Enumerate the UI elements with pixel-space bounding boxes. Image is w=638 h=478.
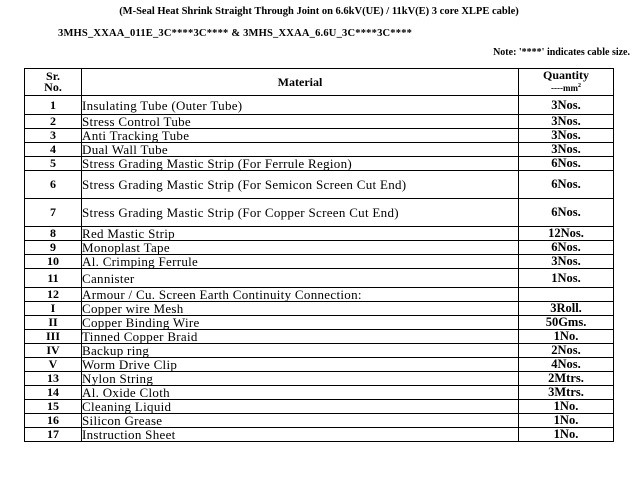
- table-row: [25, 143, 614, 157]
- sr-no-cell: 16: [25, 414, 82, 428]
- material-cell: Cannister: [82, 269, 519, 288]
- quantity-cell: 50Gms.: [519, 316, 614, 330]
- material-cell: Worm Drive Clip: [82, 358, 519, 372]
- table-row: [25, 330, 614, 344]
- material-cell: Copper wire Mesh: [82, 302, 519, 316]
- table-row: [25, 428, 614, 442]
- material-cell: Monoplast Tape: [82, 241, 519, 255]
- sr-no-cell: 4: [25, 143, 82, 157]
- table-row: [25, 358, 614, 372]
- sr-no-cell: 2: [25, 115, 82, 129]
- quantity-cell: 6Nos.: [519, 241, 614, 255]
- quantity-header: [519, 69, 614, 96]
- table-row: [25, 255, 614, 269]
- quantity-cell: 1No.: [519, 414, 614, 428]
- material-cell: Armour / Cu. Screen Earth Continuity Connection:: [82, 288, 519, 302]
- table-row: [25, 372, 614, 386]
- table-row: [25, 227, 614, 241]
- sr-no-cell: 9: [25, 241, 82, 255]
- table-row: [25, 344, 614, 358]
- material-cell: Instruction Sheet: [82, 428, 519, 442]
- table-row: [25, 96, 614, 115]
- quantity-cell: 4Nos.: [519, 358, 614, 372]
- material-cell: Dual Wall Tube: [82, 143, 519, 157]
- sr-no-cell: 14: [25, 386, 82, 400]
- sr-no-cell: II: [25, 316, 82, 330]
- material-cell: Al. Crimping Ferrule: [82, 255, 519, 269]
- quantity-cell: 3Nos.: [519, 129, 614, 143]
- table-row: [25, 171, 614, 199]
- table-row: [25, 129, 614, 143]
- kit-codes: 3MHS_XXAA_011E_3C****3C**** & 3MHS_XXAA_6.6U_3C****3C****: [58, 28, 413, 39]
- table-row: [25, 302, 614, 316]
- unit-superscript: 2: [577, 83, 581, 89]
- material-cell: Red Mastic Strip: [82, 227, 519, 241]
- table-header-row: [25, 69, 614, 96]
- quantity-cell: 3Nos.: [519, 255, 614, 269]
- size-note: Note: '****' indicates cable size.: [493, 47, 630, 58]
- sr-no-cell: I: [25, 302, 82, 316]
- quantity-cell: 1No.: [519, 330, 614, 344]
- sr-no-cell: 7: [25, 199, 82, 227]
- table-row: [25, 199, 614, 227]
- quantity-cell: 1Nos.: [519, 269, 614, 288]
- table-row: [25, 316, 614, 330]
- table-row: [25, 386, 614, 400]
- sr-no-cell: 11: [25, 269, 82, 288]
- material-header: Material: [82, 69, 519, 96]
- table-row: [25, 269, 614, 288]
- quantity-cell: 1No.: [519, 428, 614, 442]
- quantity-cell: 3Mtrs.: [519, 386, 614, 400]
- material-cell: Copper Binding Wire: [82, 316, 519, 330]
- material-cell: Insulating Tube (Outer Tube): [82, 96, 519, 115]
- table-row: [25, 115, 614, 129]
- table-row: [25, 400, 614, 414]
- sr-no-cell: V: [25, 358, 82, 372]
- sr-no-cell: 3: [25, 129, 82, 143]
- material-cell: Nylon String: [82, 372, 519, 386]
- sr-no-header: [25, 69, 82, 96]
- quantity-cell: 2Nos.: [519, 344, 614, 358]
- table-row: [25, 288, 614, 302]
- sr-no-cell: 10: [25, 255, 82, 269]
- sr-header-line1: Sr.: [46, 69, 60, 83]
- material-cell: Stress Grading Mastic Strip (For Semicon Screen Cut End): [82, 171, 519, 199]
- quantity-cell: 2Mtrs.: [519, 372, 614, 386]
- quantity-header-unit: [551, 83, 581, 93]
- sr-no-cell: IV: [25, 344, 82, 358]
- quantity-header-label: Quantity: [542, 68, 589, 82]
- unit-text: ----mm: [551, 83, 578, 93]
- quantity-cell: 3Nos.: [519, 143, 614, 157]
- material-cell: Cleaning Liquid: [82, 400, 519, 414]
- table-row: [25, 241, 614, 255]
- material-cell: Backup ring: [82, 344, 519, 358]
- sr-no-cell: 17: [25, 428, 82, 442]
- table-row: [25, 414, 614, 428]
- sr-no-cell: 12: [25, 288, 82, 302]
- quantity-cell: [519, 288, 614, 302]
- table-row: [25, 157, 614, 171]
- quantity-cell: 6Nos.: [519, 157, 614, 171]
- sr-header-line2: No.: [44, 80, 62, 94]
- material-table: [24, 68, 614, 442]
- sr-no-cell: 8: [25, 227, 82, 241]
- material-cell: Stress Control Tube: [82, 115, 519, 129]
- sr-no-cell: 15: [25, 400, 82, 414]
- material-cell: Stress Grading Mastic Strip (For Copper Screen Cut End): [82, 199, 519, 227]
- quantity-cell: 1No.: [519, 400, 614, 414]
- document-title: (M-Seal Heat Shrink Straight Through Joint on 6.6kV(UE) / 11kV(E) 3 core XLPE cable): [119, 6, 519, 17]
- quantity-cell: 3Nos.: [519, 115, 614, 129]
- sr-no-cell: 13: [25, 372, 82, 386]
- sr-no-cell: III: [25, 330, 82, 344]
- quantity-cell: 6Nos.: [519, 171, 614, 199]
- quantity-cell: 3Nos.: [519, 96, 614, 115]
- sr-no-cell: 5: [25, 157, 82, 171]
- material-rows: [25, 96, 614, 442]
- quantity-cell: 12Nos.: [519, 227, 614, 241]
- material-cell: Al. Oxide Cloth: [82, 386, 519, 400]
- material-cell: Anti Tracking Tube: [82, 129, 519, 143]
- material-cell: Tinned Copper Braid: [82, 330, 519, 344]
- material-cell: Silicon Grease: [82, 414, 519, 428]
- material-cell: Stress Grading Mastic Strip (For Ferrule Region): [82, 157, 519, 171]
- sr-no-cell: 6: [25, 171, 82, 199]
- quantity-cell: 3Roll.: [519, 302, 614, 316]
- quantity-cell: 6Nos.: [519, 199, 614, 227]
- sr-no-cell: 1: [25, 96, 82, 115]
